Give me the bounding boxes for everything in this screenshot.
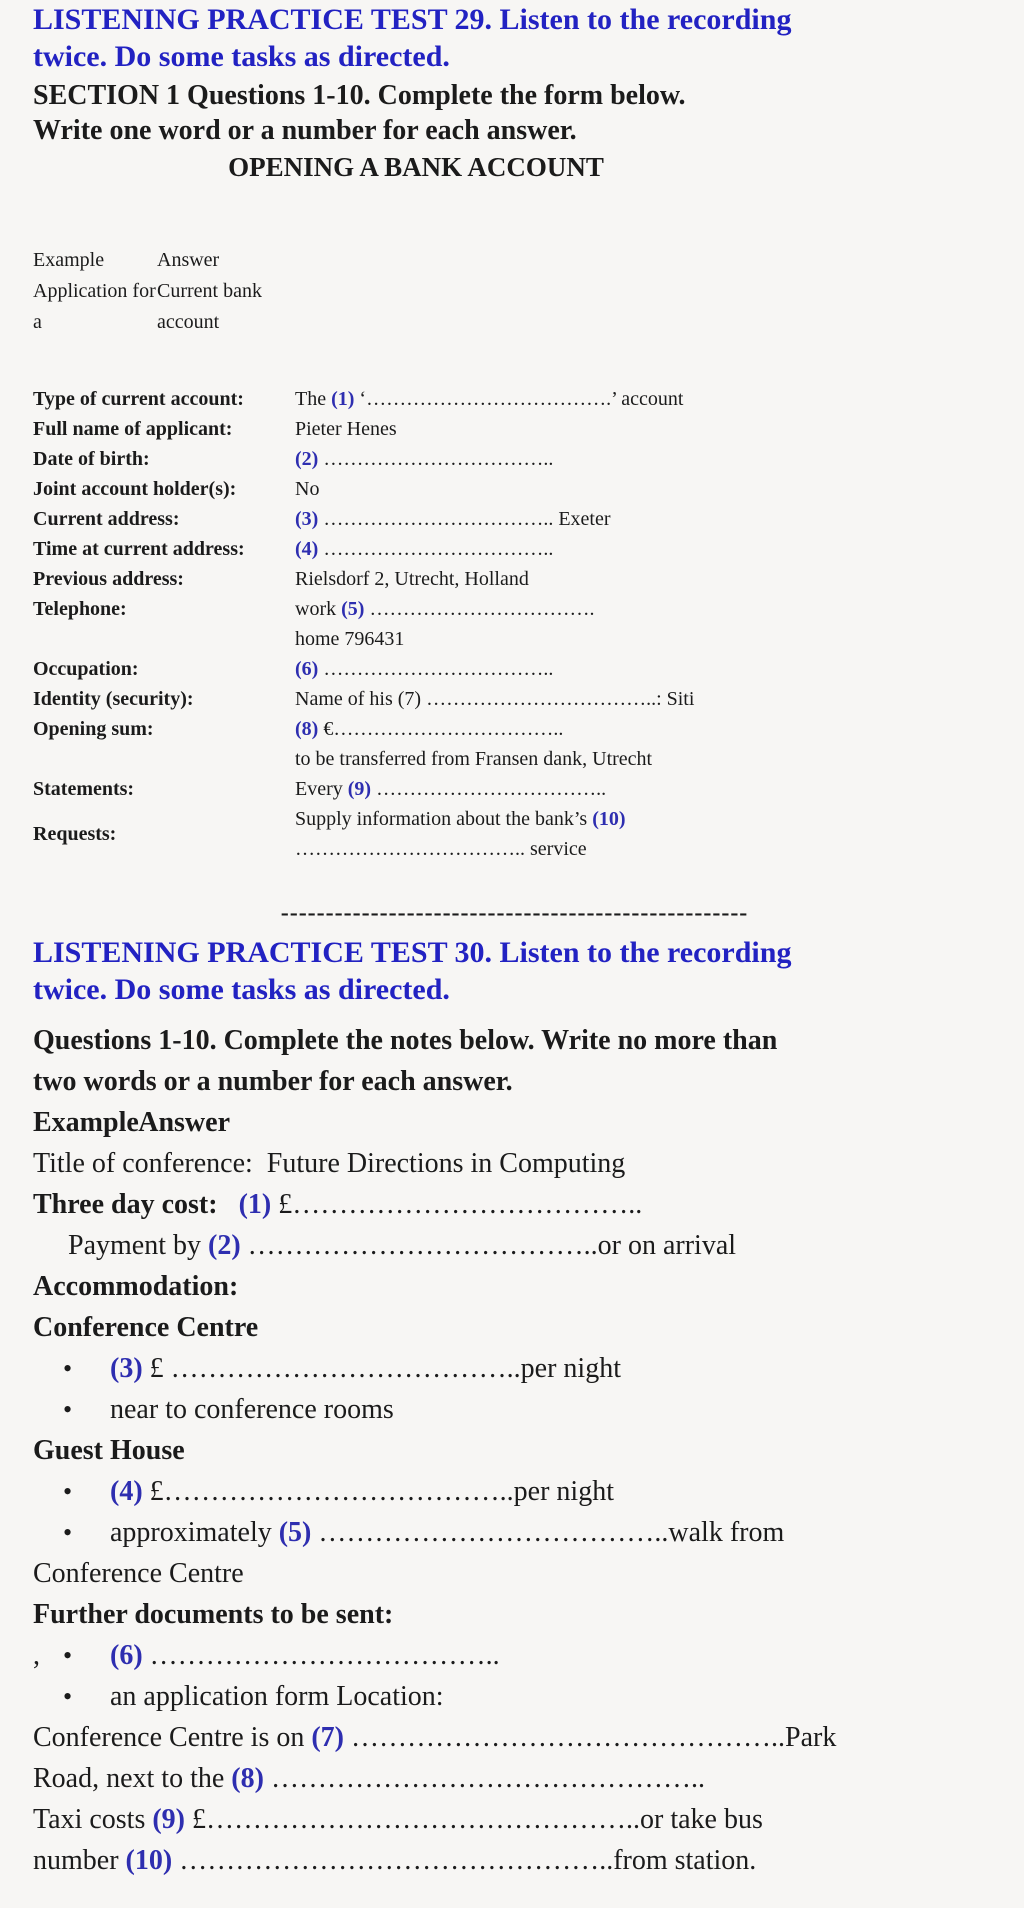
bullet-icon: • [63, 1354, 73, 1383]
notes-line [33, 1184, 996, 1225]
text-segment: an application form Location: [110, 1681, 444, 1712]
form-row-label: Occupation: [33, 658, 139, 680]
text-segment: £ ………………………………..per night [142, 1353, 621, 1384]
form-row-value [295, 534, 996, 564]
question-number: (9) [152, 1804, 186, 1835]
text-segment: number [33, 1845, 126, 1876]
text-segment: Conference Centre is on [33, 1722, 312, 1753]
form-row-value [295, 414, 996, 444]
notes-line [33, 1799, 996, 1840]
form-row-label: Type of current account: [33, 388, 244, 410]
text-segment: Taxi costs [33, 1804, 153, 1835]
question-number: (2) [295, 448, 319, 470]
form-value-line [295, 654, 996, 684]
text-segment: Payment by [68, 1230, 208, 1261]
text-segment: The [295, 388, 332, 410]
notes-line [33, 1553, 996, 1594]
form-row-label: Telephone: [33, 598, 127, 620]
text-segment: ‘……………………………….’ account [354, 388, 684, 410]
form-row [33, 384, 996, 414]
text-segment: ……………………………. [364, 598, 595, 620]
section1-instructions [33, 78, 996, 148]
form-row-value [295, 474, 996, 504]
text-segment: …………………………….. service [295, 838, 587, 860]
notes-line [33, 1143, 996, 1184]
text-segment: Conference Centre [33, 1558, 244, 1589]
question-number: (2) [208, 1230, 241, 1261]
test29-heading-line2: twice. Do some tasks as directed. [33, 40, 450, 73]
form-value-line [295, 564, 996, 594]
form-row-value [295, 564, 996, 594]
form-value-line [295, 384, 996, 414]
form-value-line [295, 804, 996, 834]
bullet-icon: • [63, 1518, 73, 1547]
comma-mark: , [33, 1640, 40, 1671]
answer-value-line: Current bank [157, 280, 262, 302]
text-segment: ……………………………….. [142, 1640, 500, 1671]
form-row-label: Full name of applicant: [33, 418, 233, 440]
text-segment: £……………………………….. [271, 1189, 643, 1220]
notes-line [33, 1348, 996, 1389]
form-row-value [295, 774, 996, 804]
text-segment: Guest House [33, 1435, 185, 1466]
text-segment: Every [295, 778, 348, 800]
text-segment: Further documents to be sent: [33, 1599, 394, 1630]
question-number: (6) [110, 1640, 143, 1671]
test30-heading-line1: LISTENING PRACTICE TEST 30. Listen to the recording [33, 936, 792, 969]
form-value-line [295, 474, 996, 504]
form-row-label: Current address: [33, 508, 180, 530]
section1-instructions-line2: Write one word or a number for each answer. [33, 115, 577, 146]
text-segment: Pieter Henes [295, 418, 397, 440]
question-number: (6) [295, 658, 319, 680]
form-value-line [295, 504, 996, 534]
text-segment: ………………………………..or on arrival [240, 1230, 737, 1261]
text-segment: Rielsdorf 2, Utrecht, Holland [295, 568, 529, 590]
text-segment: …………………………….. [318, 538, 554, 560]
form-row-label: Time at current address: [33, 538, 245, 560]
form-row [33, 774, 996, 804]
text-segment: €…………………………….. [318, 718, 564, 740]
text-segment: approximately [110, 1517, 279, 1548]
text-segment: …………………………….. [371, 778, 607, 800]
form-row-label: Identity (security): [33, 688, 194, 710]
example-value-line: a [33, 311, 42, 333]
notes-line [33, 1635, 996, 1676]
form-value-line [295, 684, 996, 714]
text-segment: £………………………………………..or take bus [185, 1804, 763, 1835]
text-segment: Title of conference: Future Directions in Computing [33, 1148, 626, 1179]
notes-line [33, 1758, 996, 1799]
question-number: (5) [341, 598, 365, 620]
bullet-icon: • [63, 1395, 73, 1424]
question-number: (9) [347, 778, 372, 800]
form-row [33, 414, 996, 444]
question-number: (3) [295, 508, 319, 530]
text-segment: ……………………………………….. [263, 1763, 705, 1794]
question-number: (10) [592, 808, 626, 830]
text-segment: …………………………….. Exeter [318, 508, 611, 530]
form-value-line [295, 714, 996, 744]
text-segment: …………………………….. [318, 448, 554, 470]
form-value-line [295, 534, 996, 564]
text-segment: ………………………………..walk from [311, 1517, 785, 1548]
question-number: (8) [295, 718, 319, 740]
text-segment: Three day cost: [33, 1189, 218, 1220]
text-segment: Questions 1-10. Complete the notes below. Write no more than [33, 1025, 778, 1056]
form-row-value [295, 594, 996, 654]
notes-line [33, 1102, 996, 1143]
notes-line [33, 1594, 996, 1635]
form-row-label: Statements: [33, 778, 135, 800]
example-column-right [157, 245, 262, 338]
text-segment: ………………………………………..from station. [172, 1845, 757, 1876]
form-value-line [295, 834, 996, 864]
notes-line [33, 1061, 996, 1102]
question-number: (1) [331, 388, 355, 410]
form-row-value [295, 654, 996, 684]
form-row [33, 534, 996, 564]
form-value-line [295, 444, 996, 474]
notes-line [33, 1266, 996, 1307]
form-row-value [295, 444, 996, 474]
form-row-value [295, 714, 996, 774]
text-segment: …………………………….. [318, 658, 554, 680]
test29-heading-line1: LISTENING PRACTICE TEST 29. Listen to the recording [33, 3, 792, 36]
question-number: (5) [278, 1517, 312, 1548]
form-row-label: Requests: [33, 823, 117, 845]
text-segment: Road, next to the [33, 1763, 232, 1794]
notes-line [33, 1471, 996, 1512]
form-value-line [295, 624, 996, 654]
form-row-label: Date of birth: [33, 448, 150, 470]
bank-account-form [33, 384, 996, 864]
form-value-line [295, 774, 996, 804]
question-number: (4) [295, 538, 319, 560]
test30-heading-line2: twice. Do some tasks as directed. [33, 973, 450, 1006]
notes-line [33, 1307, 996, 1348]
text-segment: Name of his (7) ……………………………..: Siti [295, 688, 695, 710]
test30-heading [33, 934, 996, 1008]
question-number: (3) [110, 1353, 143, 1384]
form-row-label: Opening sum: [33, 718, 154, 740]
text-segment [218, 1189, 239, 1220]
form-value-line [295, 414, 996, 444]
notes-line [33, 1717, 996, 1758]
text-segment: two words or a number for each answer. [33, 1066, 513, 1097]
form-value-line [295, 594, 996, 624]
text-segment: home 796431 [295, 628, 405, 650]
text-segment: work [295, 598, 342, 620]
question-number: (10) [125, 1845, 173, 1876]
text-segment: ………………………………………..Park [344, 1722, 837, 1753]
bullet-icon: • [63, 1641, 73, 1670]
form-row [33, 504, 996, 534]
form-title: OPENING A BANK ACCOUNT [228, 152, 604, 182]
form-row-value [295, 804, 996, 864]
form-row [33, 714, 996, 774]
notes-line [33, 1020, 996, 1061]
form-row [33, 564, 996, 594]
test30-notes [33, 1020, 996, 1881]
form-row-value [295, 504, 996, 534]
notes-line [33, 1389, 996, 1430]
notes-line [33, 1840, 996, 1881]
example-table [33, 245, 996, 338]
example-header: Example [33, 249, 105, 271]
notes-line [33, 1225, 996, 1266]
text-segment: Accommodation: [33, 1271, 239, 1302]
notes-line [33, 1512, 996, 1553]
answer-value-line: account [157, 311, 220, 333]
text-segment: Conference Centre [33, 1312, 259, 1343]
form-row-label: Joint account holder(s): [33, 478, 237, 500]
form-row-value [295, 384, 996, 414]
example-value-line: Application for [33, 280, 156, 302]
bullet-icon: • [63, 1477, 73, 1506]
form-value-line [295, 744, 996, 774]
text-segment: Supply information about the bank’s [295, 808, 593, 830]
form-row [33, 804, 996, 864]
test29-heading [33, 1, 996, 75]
notes-line [33, 1676, 996, 1717]
form-row [33, 594, 996, 654]
form-row [33, 684, 996, 714]
form-row [33, 474, 996, 504]
question-number: (4) [110, 1476, 143, 1507]
form-row [33, 444, 996, 474]
form-row [33, 654, 996, 684]
text-segment: Example Answer [33, 1107, 230, 1138]
form-row-value [295, 684, 996, 714]
notes-line [33, 1430, 996, 1471]
text-segment: to be transferred from Fransen dank, Utrecht [295, 748, 653, 770]
bullet-icon: • [63, 1682, 73, 1711]
text-segment: near to conference rooms [110, 1394, 394, 1425]
example-column-left [33, 245, 157, 338]
question-number: (7) [311, 1722, 345, 1753]
form-row-label: Previous address: [33, 568, 184, 590]
question-number: (1) [238, 1189, 272, 1220]
question-number: (8) [231, 1763, 264, 1794]
section-separator: ---------------------------------------------------- [280, 900, 749, 926]
text-segment: £………………………………..per night [142, 1476, 614, 1507]
answer-header: Answer [157, 249, 220, 271]
section1-instructions-line1: SECTION 1 Questions 1-10. Complete the form below. [33, 80, 686, 111]
text-segment: No [295, 478, 320, 500]
